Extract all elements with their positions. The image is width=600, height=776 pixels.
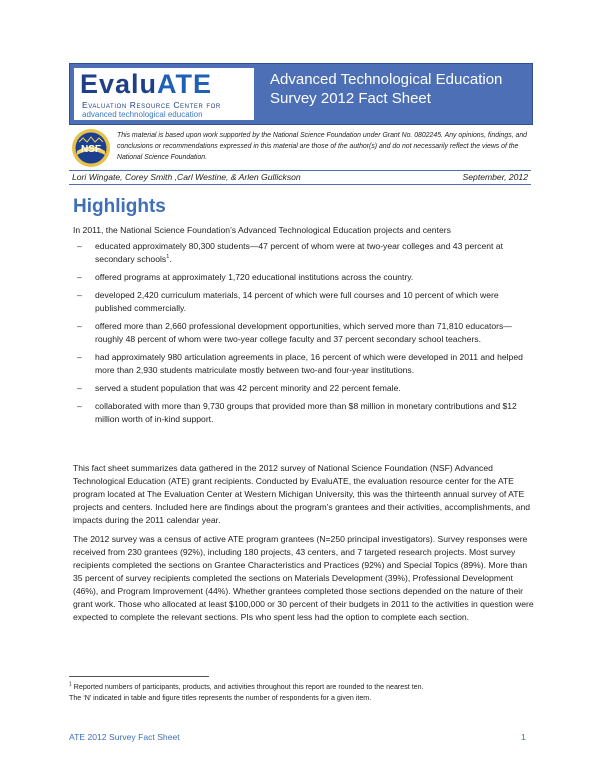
- list-item: [73, 240, 533, 266]
- list-item: [73, 382, 533, 395]
- highlights-heading: Highlights: [73, 196, 166, 217]
- list-item-text: offered more than 2,660 professional development opportunities, which served more than 71,810 educators—roughly 48 percent of whom were two-year college faculty and 37 percent secondary school teachers.: [95, 321, 512, 344]
- list-item-suffix: .: [169, 254, 172, 264]
- footnote-text-1: Reported numbers of participants, products, and activities throughout this report are rounded to the nearest ten.: [73, 683, 424, 691]
- page-number: 1: [521, 732, 526, 742]
- list-item-text: educated approximately 80,300 students—47 percent of whom were at two-year colleges and 43 percent at secondary schools: [95, 241, 503, 264]
- bullet-dash: –: [77, 321, 82, 331]
- grant-disclaimer: This material is based upon work supported by the National Science Foundation under Grant No. 0802245. Any opinions, findings, and conclusions or recommendations expressed in this material are those of the author(s) and do not necessarily reflect the views of the National Science Foundation.: [117, 132, 527, 161]
- bullet-dash: –: [77, 383, 82, 393]
- logo-subtitle-line1: Evaluation Resource Center for: [82, 100, 221, 110]
- list-item-text: collaborated with more than 9,730 groups that provided more than $8 million in monetary contributions and $12 million worth of in-kind support.: [95, 401, 517, 424]
- nsf-seal-icon: [71, 128, 111, 168]
- nsf-seal-label: NSF: [81, 144, 101, 155]
- evaluate-logo: [74, 68, 254, 120]
- publication-date: September, 2012: [462, 172, 528, 182]
- bullet-dash: –: [77, 272, 82, 282]
- bullet-dash: –: [77, 290, 82, 300]
- list-item: [73, 289, 533, 315]
- byline-bar: [69, 170, 531, 185]
- footnote: [69, 682, 534, 704]
- footnote-line-2: The ‘N’ indicated in table and figure titles represents the number of respondents for a given item.: [69, 694, 372, 702]
- logo-subtitle-line2: advanced technological education: [82, 110, 203, 119]
- highlights-intro: In 2011, the National Science Foundation’s Advanced Technological Education projects and centers: [73, 225, 451, 235]
- authors: Lori Wingate, Corey Smith ,Carl Westine, & Arlen Gullickson: [72, 172, 301, 182]
- methods-paragraph: The 2012 survey was a census of active ATE program grantees (N=250 principal investigators). Survey responses were received from 230 grantees (92%), including 180 projects, 43 centers, and 7 targeted research projects. Most survey recipients completed the sections on Grantee Characteristics and Practices (92%) and Special Topics (89%). More than 35 percent of survey recipients completed the sections on Materials Development (39%), Professional Development (46%), and Program Improvement (44%). Whether grantees completed those sections depended on the nature of their grant work. Those who allocated at least $100,000 or 30 percent of their budgets in 2011 to the activities in question were expected to complete the relevant sections. PIs who spent less had the option to complete each section.: [73, 534, 534, 622]
- list-item-text: served a student population that was 42 percent minority and 22 percent female.: [95, 383, 401, 393]
- list-item-text: offered programs at approximately 1,720 educational institutions across the country.: [95, 272, 414, 282]
- list-item-text: developed 2,420 curriculum materials, 14 percent of which were full courses and 10 percent of which were published commercially.: [95, 290, 499, 313]
- title-line-1: Advanced Technological Education: [270, 71, 503, 88]
- bullet-dash: –: [77, 401, 82, 411]
- footnote-ref[interactable]: 1: [166, 254, 170, 261]
- footnote-marker: 1: [69, 681, 72, 688]
- footnote-line-1: [69, 682, 534, 693]
- title-line-2: Survey 2012 Fact Sheet: [270, 90, 431, 107]
- logo-wordmark-evalu: Evalu: [80, 69, 158, 99]
- bullet-dash: –: [77, 241, 82, 251]
- list-item-text: had approximately 980 articulation agreements in place, 16 percent of which were developed in 2011 and helped more than 2,930 students matriculate mostly between two-and four-year institutions.: [95, 352, 523, 375]
- logo-wordmark-ate: ATE: [157, 69, 213, 99]
- logo-wordmark: [80, 69, 212, 99]
- document-title: [270, 70, 528, 108]
- list-item: [73, 271, 533, 284]
- list-item: [73, 400, 533, 426]
- header-banner: [69, 63, 533, 125]
- highlights-list: [73, 240, 533, 431]
- bullet-dash: –: [77, 352, 82, 362]
- list-item: [73, 320, 533, 346]
- footnote-divider: [69, 676, 209, 677]
- list-item: [73, 351, 533, 377]
- summary-paragraph: This fact sheet summarizes data gathered in the 2012 survey of National Science Foundation (NSF) Advanced Technological Education (ATE) grant recipients. Conducted by EvaluATE, the evaluation resource center for the ATE program located at The Evaluation Center at Western Michigan University, this was the thirteenth annual survey of ATE projects and centers. Included here are findings about the program’s grantees and their activities, accomplishments, and impacts during the 2011 calendar year.: [73, 463, 531, 525]
- footer-label: ATE 2012 Survey Fact Sheet: [69, 732, 180, 742]
